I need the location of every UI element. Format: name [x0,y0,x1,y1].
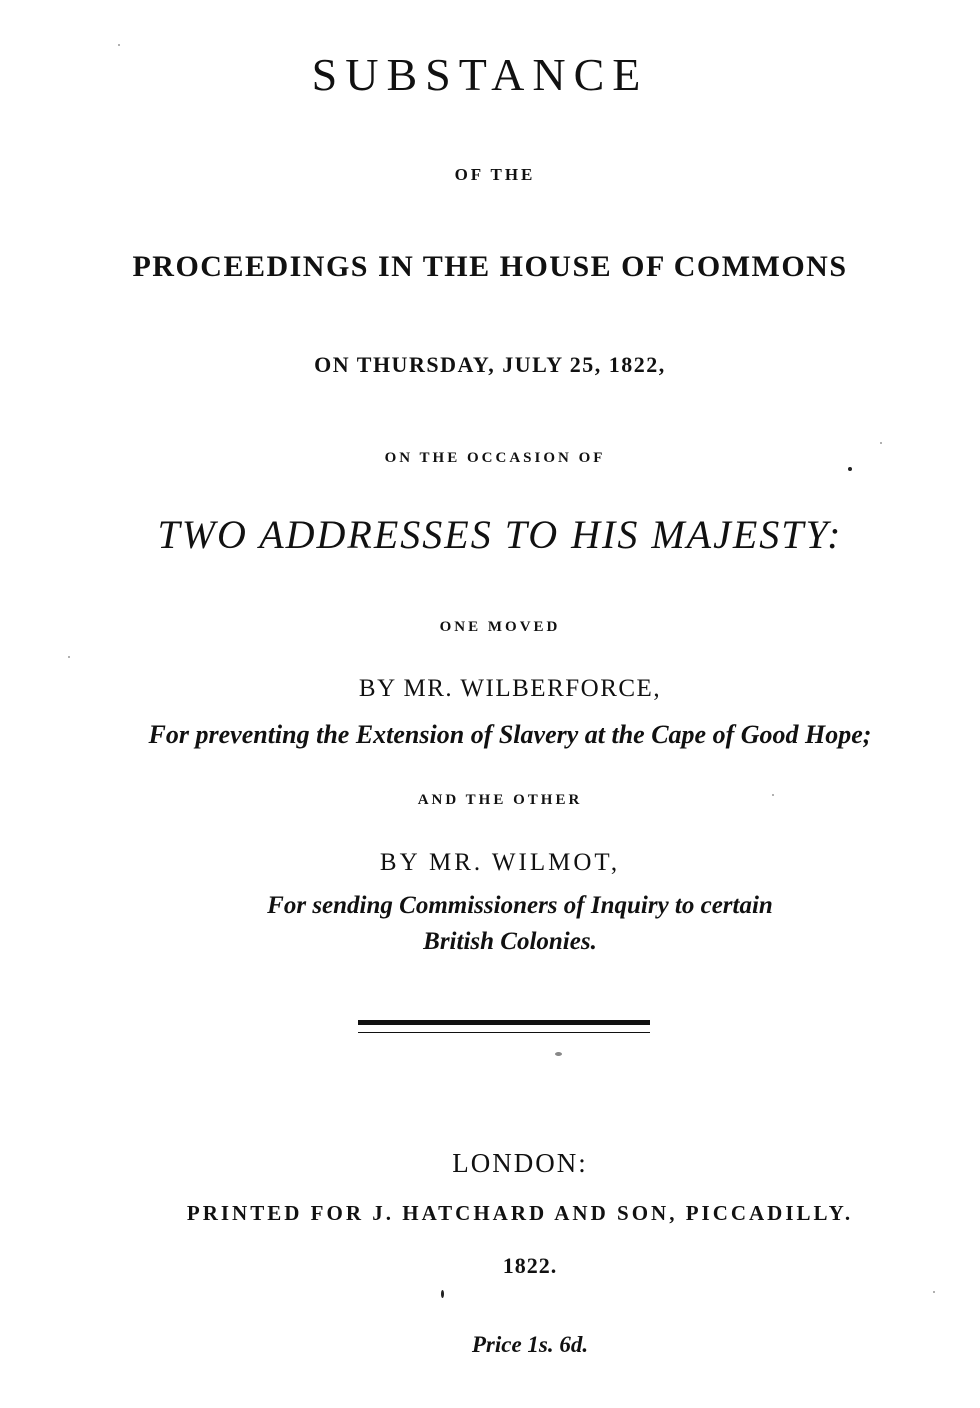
wilmot-motion-line-2: British Colonies. [423,928,597,955]
one-moved-line: ONE MOVED [439,619,561,635]
addresses-heading: TWO ADDRESSES TO HIS MAJESTY: [157,512,843,557]
scan-speck [772,794,774,796]
scan-speck [441,1290,444,1298]
scan-speck [933,1291,935,1293]
wilberforce-line: BY MR. WILBERFORCE, [358,675,662,702]
scan-speck [68,656,70,658]
scan-speck [118,44,120,46]
wilmot-line: BY MR. WILMOT, [379,849,621,876]
main-title: SUBSTANCE [311,49,649,100]
double-rule-divider [358,1020,650,1038]
proceedings-heading: PROCEEDINGS IN THE HOUSE OF COMMONS [132,250,848,283]
price-line: Price 1s. 6d. [471,1332,589,1357]
and-the-other-line: AND THE OTHER [417,792,583,808]
imprint-year: 1822. [502,1253,558,1278]
of-the-line: OF THE [454,165,536,184]
occasion-line: ON THE OCCASION OF [384,450,606,466]
scan-speck [848,467,852,471]
date-line: ON THURSDAY, JULY 25, 1822, [314,352,666,377]
rule-thick [358,1020,650,1025]
scan-speck [880,442,882,444]
wilberforce-motion: For preventing the Extension of Slavery at the Cape of Good Hope; [148,720,872,749]
rule-thin [358,1032,650,1033]
imprint-place: LONDON: [452,1148,588,1178]
wilmot-motion-line-1: For sending Commissioners of Inquiry to certain [267,892,773,919]
scan-speck [555,1052,562,1056]
imprint-printer: PRINTED FOR J. HATCHARD AND SON, PICCADILLY. [186,1201,854,1225]
